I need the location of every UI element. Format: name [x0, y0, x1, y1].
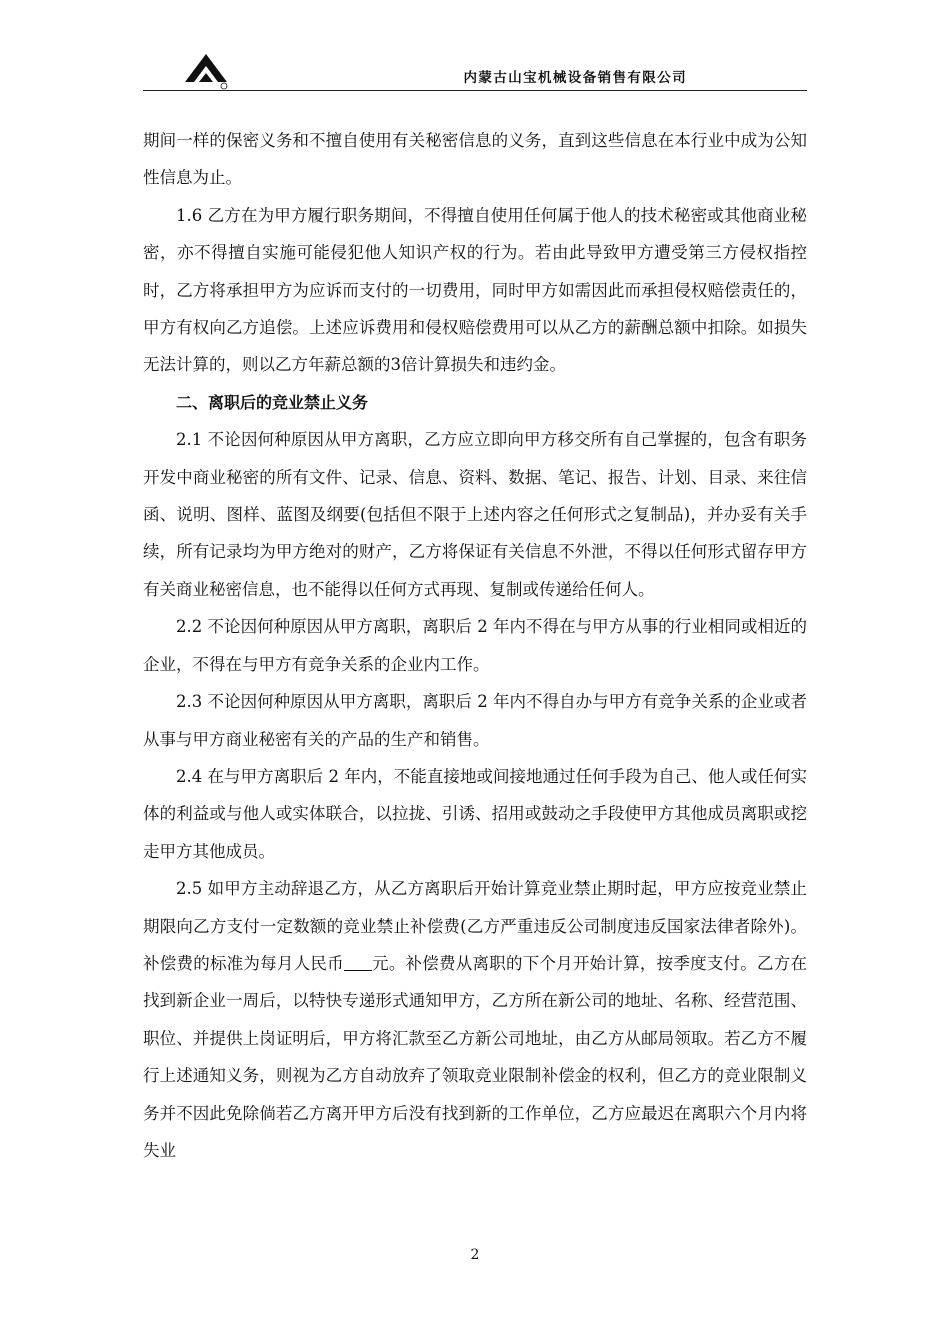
- page-header: [143, 50, 807, 91]
- paragraph-2-3: 2.3 不论因何种原因从甲方离职，离职后 2 年内不得自办与甲方有竞争关系的企业或者从事与甲方商业秘密有关的产品的生产和销售。: [143, 692, 807, 749]
- paragraph-2-1: 2.1 不论因何种原因从甲方离职，乙方应立即向甲方移交所有自己掌握的，包含有职务开发中商业秘密的所有文件、记录、信息、资料、数据、笔记、报告、计划、目录、来往信函、说明、图样、蓝图及纲要(包括但不限于上述内容之任何形式之复制品)，并办妥有关手续，所有记录均为甲方绝对的财产，乙方将保证有关信息不外泄，不得以任何形式留存甲方有关商业秘密信息，也不能得以任何方式再现、复制或传递给任何人。: [143, 430, 807, 599]
- paragraph-1-6: 1.6 乙方在为甲方履行职务期间，不得擅自使用任何属于他人的技术秘密或其他商业秘密，亦不得擅自实施可能侵犯他人知识产权的行为。若由此导致甲方遭受第三方侵权指控时，乙方将承担甲方为应诉而支付的一切费用，同时甲方如需因此而承担侵权赔偿责任的，甲方有权向乙方追偿。上述应诉费用和侵权赔偿费用可以从乙方的薪酬总额中扣除。如损失无法计算的，则以乙方年薪总额的3倍计算损失和违约金。: [143, 205, 807, 375]
- company-name: 内蒙古山宝机械设备销售有限公司: [463, 70, 687, 86]
- paragraph-2-5-part-a: 2.5 如甲方主动辞退乙方，从乙方离职后开始计算竞业禁止期时起，甲方应按竞业禁止期限向乙方支付一定数额的竞业禁止补偿费(乙方严重违反公司制度违反国家法律者除外)。补偿费的标准为每月人民币: [143, 879, 807, 973]
- section-heading-2: 二、离职后的竞业禁止义务: [176, 392, 369, 412]
- paragraph-continued: 期间一样的保密义务和不擅自使用有关秘密信息的义务，直到这些信息在本行业中成为公知性信息为止。: [143, 131, 807, 188]
- shanbao-logo: [183, 52, 229, 90]
- document-body: [143, 122, 807, 1169]
- page-number: 2: [470, 1247, 480, 1263]
- paragraph-2-4: 2.4 在与甲方离职后 2 年内，不能直接地或间接地通过任何手段为自己、他人或任何实体的利益或与他人或实体联合，以拉拢、引诱、招用或鼓动之手段使甲方其他成员离职或挖走甲方其他成员。: [143, 766, 807, 861]
- paragraph-2-5-part-b: 元。补偿费从离职的下个月开始计算，按季度支付。乙方在找到新企业一周后，以特快专递形式通知甲方，乙方所在新公司的地址、名称、经营范围、职位、并提供上岗证明后，甲方将汇款至乙方新公司地址，由乙方从邮局领取。若乙方不履行上述通知义务，则视为乙方自动放弃了领取竞业限制补偿金的权利，但乙方的竞业限制义务并不因此免除倘若乙方离开甲方后没有找到新的工作单位，乙方应最迟在离职六个月内将失业: [143, 953, 808, 1160]
- amount-blank: [344, 954, 372, 971]
- paragraph-2-2: 2.2 不论因何种原因从甲方离职，离职后 2 年内不得在与甲方从事的行业相同或相近的企业，不得在与甲方有竞争关系的企业内工作。: [143, 617, 807, 674]
- paragraph-2-5: [143, 870, 807, 1169]
